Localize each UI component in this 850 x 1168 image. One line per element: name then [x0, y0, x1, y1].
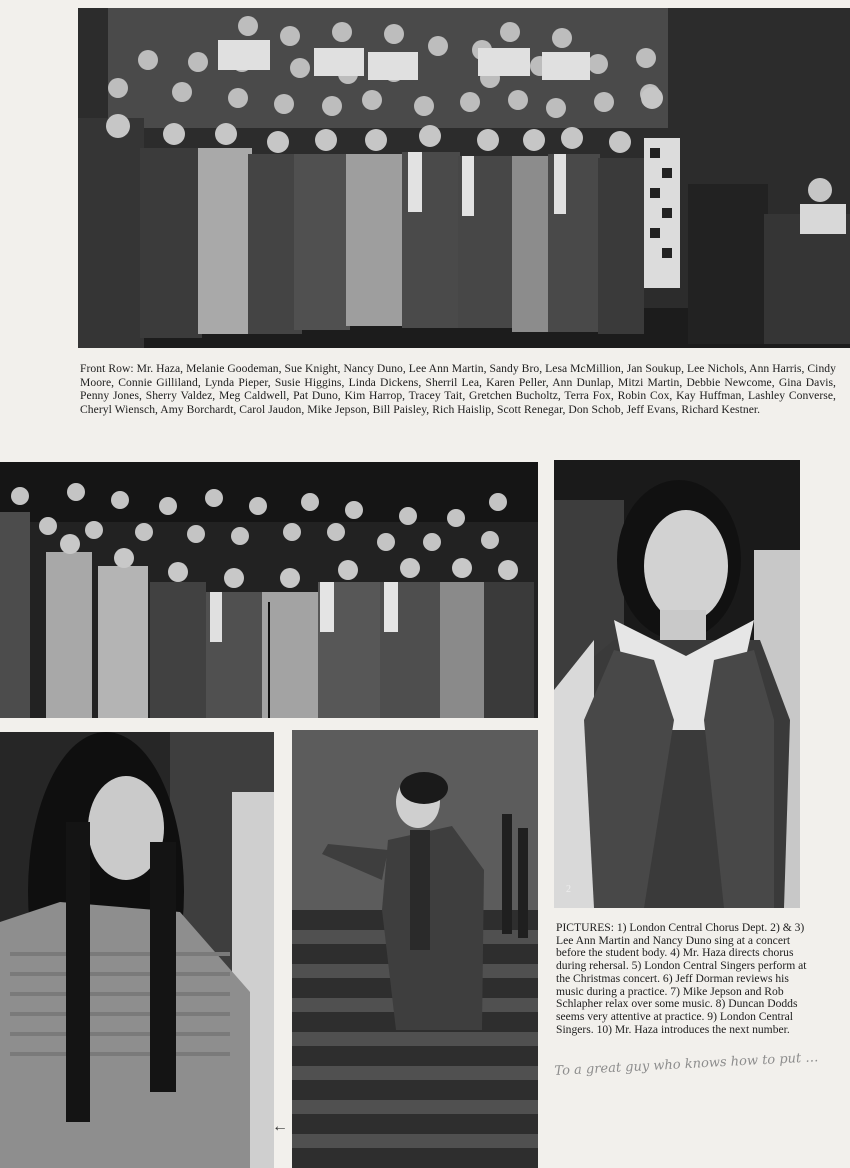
- group-photo-caption: Front Row: Mr. Haza, Melanie Goodeman, Sue Knight, Nancy Duno, Lee Ann Martin, Sandy Bro, Lesa McMillion, Jan Soukup, Lee Nichols, Ann Harris, Cindy Moore, Connie Gilliland, Lynda Pieper, Susie Higgins, Linda Dickens, Sherril Lea, Karen Peller, Ann Dunlap, Mitzi Martin, Debbie Newcome, Gina Davis, Penny Jones, Sherry Valdez, Meg Caldwell, Pat Duno, Kim Harrop, Tracey Tait, Gretchen Bucholtz, Terra Fox, Robin Cox, Kay Huffman, Lashley Converse, Cheryl Wiensch, Amy Borchardt, Carol Jaudon, Mike Jepson, Bill Paisley, Rich Haislip, Scott Renegar, Don Schob, Jeff Evans, Richard Kestner.: [80, 362, 836, 416]
- concert-chorus-photo: [0, 462, 538, 718]
- photo-number: 2: [566, 884, 571, 895]
- chorus-group-photo: [78, 8, 850, 348]
- handwritten-note: To a great guy who knows how to put …: [554, 1050, 819, 1079]
- long-haired-singer-photo: [0, 732, 274, 1168]
- arrow-mark: ←: [272, 1118, 288, 1135]
- pictures-caption: PICTURES: 1) London Central Chorus Dept. 2) & 3) Lee Ann Martin and Nancy Duno sing at a concert before the student body. 4) Mr. Haza directs chorus during rehersal. 5) London Central Singers perform at the Christmas concert. 6) Jeff Dorman reviews his music during a practice. 7) Mike Jepson and Rob Schlapher relax over some music. 8) Duncan Dodds seems very attentive at practice. 9) London Central Singers. 10) Mr. Haza introduces the next number.: [556, 921, 807, 1036]
- singer-closeup-photo: [554, 460, 800, 908]
- director-conducting-photo: [292, 730, 538, 1168]
